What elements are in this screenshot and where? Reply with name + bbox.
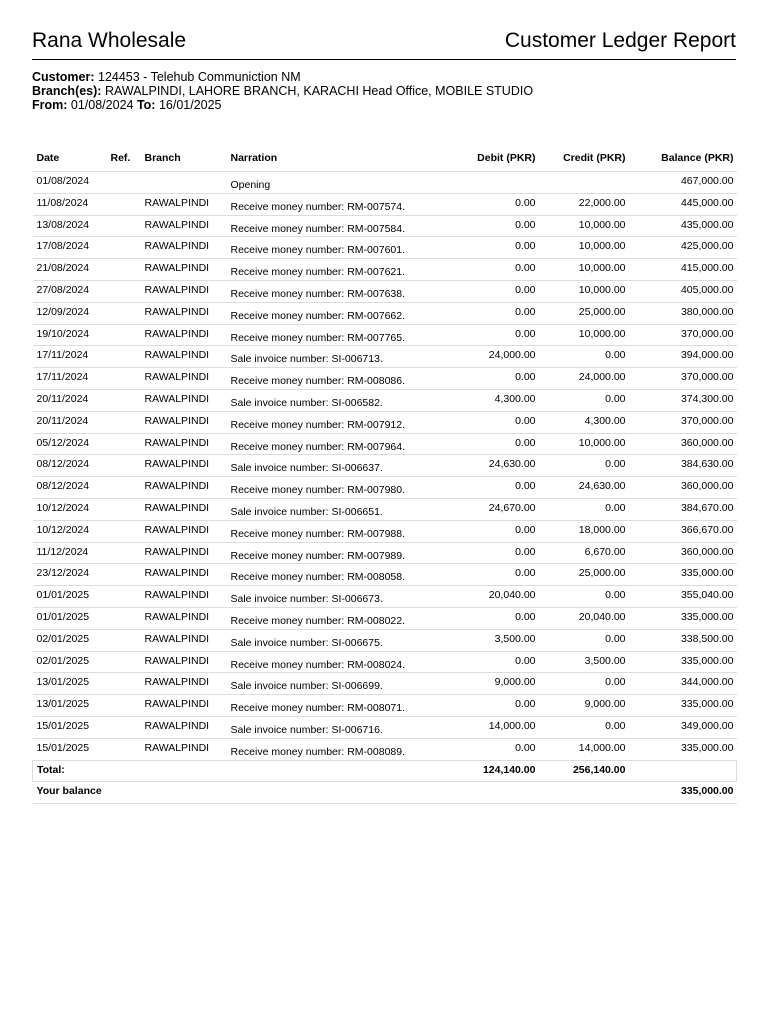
cell-credit: 10,000.00 bbox=[539, 237, 629, 259]
table-row bbox=[33, 477, 737, 499]
cell-narration: Opening bbox=[227, 172, 437, 194]
from-value: 01/08/2024 bbox=[70, 98, 134, 112]
cell-credit: 4,300.00 bbox=[539, 411, 629, 433]
table-row bbox=[33, 346, 737, 368]
table-row bbox=[33, 716, 737, 738]
cell-branch: RAWALPINDI bbox=[141, 433, 227, 455]
table-row bbox=[33, 651, 737, 673]
cell-branch: RAWALPINDI bbox=[141, 411, 227, 433]
branches-value: RAWALPINDI, LAHORE BRANCH, KARACHI Head Office, MOBILE STUDIO bbox=[104, 84, 534, 98]
table-row bbox=[33, 738, 737, 760]
cell-credit: 3,500.00 bbox=[539, 651, 629, 673]
cell-ref bbox=[107, 738, 141, 760]
cell-ref bbox=[107, 586, 141, 608]
cell-branch bbox=[141, 172, 227, 194]
cell-debit: 0.00 bbox=[437, 477, 539, 499]
balance-row bbox=[33, 782, 737, 804]
cell-debit: 0.00 bbox=[437, 607, 539, 629]
cell-narration: Sale invoice number: SI-006582. bbox=[227, 389, 437, 411]
cell-debit: 0.00 bbox=[437, 542, 539, 564]
cell-credit: 24,000.00 bbox=[539, 368, 629, 390]
cell-balance: 380,000.00 bbox=[629, 302, 737, 324]
cell-branch: RAWALPINDI bbox=[141, 607, 227, 629]
ledger-body bbox=[33, 172, 737, 761]
cell-ref bbox=[107, 280, 141, 302]
cell-balance: 335,000.00 bbox=[629, 564, 737, 586]
cell-narration: Sale invoice number: SI-006675. bbox=[227, 629, 437, 651]
total-label: Total: bbox=[33, 760, 107, 782]
total-debit: 124,140.00 bbox=[437, 760, 539, 782]
cell-credit: 20,040.00 bbox=[539, 607, 629, 629]
branches-line bbox=[32, 84, 736, 98]
cell-debit: 0.00 bbox=[437, 738, 539, 760]
cell-ref bbox=[107, 411, 141, 433]
table-row bbox=[33, 389, 737, 411]
customer-value: 124453 - Telehub Communiction NM bbox=[98, 70, 301, 84]
cell-branch: RAWALPINDI bbox=[141, 564, 227, 586]
cell-date: 17/11/2024 bbox=[33, 368, 107, 390]
cell-debit: 0.00 bbox=[437, 259, 539, 281]
cell-ref bbox=[107, 564, 141, 586]
cell-date: 01/01/2025 bbox=[33, 586, 107, 608]
cell-balance: 335,000.00 bbox=[629, 607, 737, 629]
cell-debit: 0.00 bbox=[437, 433, 539, 455]
cell-balance: 394,000.00 bbox=[629, 346, 737, 368]
cell-branch: RAWALPINDI bbox=[141, 324, 227, 346]
table-row bbox=[33, 498, 737, 520]
cell-balance: 445,000.00 bbox=[629, 193, 737, 215]
cell-narration: Receive money number: RM-007964. bbox=[227, 433, 437, 455]
cell-ref bbox=[107, 695, 141, 717]
cell-narration: Sale invoice number: SI-006651. bbox=[227, 498, 437, 520]
cell-narration: Sale invoice number: SI-006716. bbox=[227, 716, 437, 738]
cell-branch: RAWALPINDI bbox=[141, 520, 227, 542]
cell-credit: 9,000.00 bbox=[539, 695, 629, 717]
cell-balance: 335,000.00 bbox=[629, 738, 737, 760]
cell-branch: RAWALPINDI bbox=[141, 629, 227, 651]
cell-date: 02/01/2025 bbox=[33, 629, 107, 651]
cell-date: 08/12/2024 bbox=[33, 455, 107, 477]
cell-balance: 384,630.00 bbox=[629, 455, 737, 477]
cell-debit: 0.00 bbox=[437, 302, 539, 324]
cell-balance: 405,000.00 bbox=[629, 280, 737, 302]
cell-debit: 0.00 bbox=[437, 215, 539, 237]
cell-date: 13/01/2025 bbox=[33, 695, 107, 717]
cell-branch: RAWALPINDI bbox=[141, 346, 227, 368]
cell-date: 15/01/2025 bbox=[33, 738, 107, 760]
cell-balance: 435,000.00 bbox=[629, 215, 737, 237]
cell-branch: RAWALPINDI bbox=[141, 695, 227, 717]
cell-date: 20/11/2024 bbox=[33, 389, 107, 411]
ledger-table bbox=[32, 147, 737, 804]
cell-debit bbox=[437, 172, 539, 194]
table-row bbox=[33, 586, 737, 608]
cell-debit: 20,040.00 bbox=[437, 586, 539, 608]
date-range-line bbox=[32, 98, 736, 112]
table-header-row bbox=[33, 147, 737, 172]
cell-ref bbox=[107, 455, 141, 477]
cell-branch: RAWALPINDI bbox=[141, 673, 227, 695]
cell-branch: RAWALPINDI bbox=[141, 280, 227, 302]
cell-branch: RAWALPINDI bbox=[141, 237, 227, 259]
table-row bbox=[33, 215, 737, 237]
cell-narration: Sale invoice number: SI-006699. bbox=[227, 673, 437, 695]
cell-ref bbox=[107, 477, 141, 499]
cell-date: 11/08/2024 bbox=[33, 193, 107, 215]
cell-date: 17/11/2024 bbox=[33, 346, 107, 368]
cell-date: 02/01/2025 bbox=[33, 651, 107, 673]
cell-credit: 10,000.00 bbox=[539, 259, 629, 281]
to-value: 16/01/2025 bbox=[158, 98, 222, 112]
company-name: Rana Wholesale bbox=[32, 29, 187, 52]
cell-ref bbox=[107, 651, 141, 673]
cell-ref bbox=[107, 498, 141, 520]
cell-balance: 467,000.00 bbox=[629, 172, 737, 194]
cell-balance: 344,000.00 bbox=[629, 673, 737, 695]
cell-debit: 0.00 bbox=[437, 237, 539, 259]
total-row bbox=[33, 760, 737, 782]
cell-credit: 0.00 bbox=[539, 629, 629, 651]
table-row bbox=[33, 172, 737, 194]
cell-ref bbox=[107, 542, 141, 564]
cell-balance: 425,000.00 bbox=[629, 237, 737, 259]
cell-branch: RAWALPINDI bbox=[141, 477, 227, 499]
cell-balance: 349,000.00 bbox=[629, 716, 737, 738]
cell-date: 15/01/2025 bbox=[33, 716, 107, 738]
cell-ref bbox=[107, 302, 141, 324]
cell-branch: RAWALPINDI bbox=[141, 542, 227, 564]
total-credit: 256,140.00 bbox=[539, 760, 629, 782]
cell-date: 10/12/2024 bbox=[33, 498, 107, 520]
branches-label: Branch(es): bbox=[32, 84, 102, 98]
cell-date: 23/12/2024 bbox=[33, 564, 107, 586]
table-row bbox=[33, 237, 737, 259]
cell-ref bbox=[107, 368, 141, 390]
cell-branch: RAWALPINDI bbox=[141, 498, 227, 520]
cell-debit: 24,000.00 bbox=[437, 346, 539, 368]
cell-credit: 0.00 bbox=[539, 498, 629, 520]
cell-date: 21/08/2024 bbox=[33, 259, 107, 281]
cell-balance: 338,500.00 bbox=[629, 629, 737, 651]
cell-balance: 374,300.00 bbox=[629, 389, 737, 411]
cell-credit: 22,000.00 bbox=[539, 193, 629, 215]
cell-credit: 0.00 bbox=[539, 389, 629, 411]
cell-branch: RAWALPINDI bbox=[141, 259, 227, 281]
column-header-branch: Branch bbox=[141, 147, 227, 172]
cell-credit: 0.00 bbox=[539, 346, 629, 368]
cell-debit: 0.00 bbox=[437, 368, 539, 390]
cell-debit: 0.00 bbox=[437, 520, 539, 542]
cell-branch: RAWALPINDI bbox=[141, 368, 227, 390]
cell-credit: 25,000.00 bbox=[539, 302, 629, 324]
cell-branch: RAWALPINDI bbox=[141, 302, 227, 324]
cell-branch: RAWALPINDI bbox=[141, 215, 227, 237]
cell-narration: Receive money number: RM-007988. bbox=[227, 520, 437, 542]
cell-date: 13/08/2024 bbox=[33, 215, 107, 237]
cell-branch: RAWALPINDI bbox=[141, 389, 227, 411]
cell-date: 05/12/2024 bbox=[33, 433, 107, 455]
cell-balance: 370,000.00 bbox=[629, 411, 737, 433]
cell-date: 13/01/2025 bbox=[33, 673, 107, 695]
cell-ref bbox=[107, 324, 141, 346]
column-header-narration: Narration bbox=[227, 147, 437, 172]
cell-credit: 25,000.00 bbox=[539, 564, 629, 586]
cell-date: 11/12/2024 bbox=[33, 542, 107, 564]
cell-ref bbox=[107, 346, 141, 368]
cell-debit: 0.00 bbox=[437, 324, 539, 346]
cell-narration: Receive money number: RM-007980. bbox=[227, 477, 437, 499]
cell-branch: RAWALPINDI bbox=[141, 455, 227, 477]
cell-narration: Sale invoice number: SI-006637. bbox=[227, 455, 437, 477]
cell-date: 01/08/2024 bbox=[33, 172, 107, 194]
cell-debit: 24,670.00 bbox=[437, 498, 539, 520]
cell-date: 19/10/2024 bbox=[33, 324, 107, 346]
cell-credit: 6,670.00 bbox=[539, 542, 629, 564]
customer-line bbox=[32, 70, 736, 84]
cell-balance: 335,000.00 bbox=[629, 651, 737, 673]
cell-debit: 0.00 bbox=[437, 651, 539, 673]
cell-branch: RAWALPINDI bbox=[141, 651, 227, 673]
cell-narration: Receive money number: RM-007574. bbox=[227, 193, 437, 215]
table-row bbox=[33, 542, 737, 564]
cell-ref bbox=[107, 716, 141, 738]
cell-ref bbox=[107, 215, 141, 237]
cell-credit: 10,000.00 bbox=[539, 324, 629, 346]
cell-narration: Receive money number: RM-008058. bbox=[227, 564, 437, 586]
from-label: From: bbox=[32, 98, 68, 112]
cell-debit: 0.00 bbox=[437, 411, 539, 433]
cell-narration: Receive money number: RM-008089. bbox=[227, 738, 437, 760]
column-header-debit: Debit (PKR) bbox=[437, 147, 539, 172]
cell-ref bbox=[107, 629, 141, 651]
cell-narration: Receive money number: RM-008024. bbox=[227, 651, 437, 673]
cell-balance: 370,000.00 bbox=[629, 324, 737, 346]
cell-narration: Receive money number: RM-007989. bbox=[227, 542, 437, 564]
cell-debit: 0.00 bbox=[437, 280, 539, 302]
cell-credit: 24,630.00 bbox=[539, 477, 629, 499]
cell-ref bbox=[107, 172, 141, 194]
column-header-credit: Credit (PKR) bbox=[539, 147, 629, 172]
balance-label: Your balance bbox=[33, 782, 141, 804]
column-header-ref: Ref. bbox=[107, 147, 141, 172]
cell-ref bbox=[107, 237, 141, 259]
report-header bbox=[32, 0, 736, 60]
cell-balance: 335,000.00 bbox=[629, 695, 737, 717]
cell-debit: 0.00 bbox=[437, 695, 539, 717]
cell-date: 01/01/2025 bbox=[33, 607, 107, 629]
cell-narration: Receive money number: RM-007621. bbox=[227, 259, 437, 281]
cell-credit: 0.00 bbox=[539, 716, 629, 738]
customer-label: Customer: bbox=[32, 70, 95, 84]
report-title: Customer Ledger Report bbox=[504, 29, 736, 52]
to-label: To: bbox=[136, 98, 156, 112]
cell-balance: 370,000.00 bbox=[629, 368, 737, 390]
cell-credit: 10,000.00 bbox=[539, 215, 629, 237]
cell-credit: 18,000.00 bbox=[539, 520, 629, 542]
cell-credit bbox=[539, 172, 629, 194]
cell-credit: 10,000.00 bbox=[539, 433, 629, 455]
cell-balance: 355,040.00 bbox=[629, 586, 737, 608]
cell-narration: Receive money number: RM-007662. bbox=[227, 302, 437, 324]
table-row bbox=[33, 324, 737, 346]
cell-ref bbox=[107, 433, 141, 455]
report-meta bbox=[32, 70, 736, 112]
column-header-balance: Balance (PKR) bbox=[629, 147, 737, 172]
cell-narration: Receive money number: RM-008071. bbox=[227, 695, 437, 717]
cell-credit: 14,000.00 bbox=[539, 738, 629, 760]
cell-branch: RAWALPINDI bbox=[141, 586, 227, 608]
cell-ref bbox=[107, 607, 141, 629]
cell-narration: Sale invoice number: SI-006673. bbox=[227, 586, 437, 608]
cell-date: 10/12/2024 bbox=[33, 520, 107, 542]
cell-balance: 415,000.00 bbox=[629, 259, 737, 281]
cell-narration: Receive money number: RM-007584. bbox=[227, 215, 437, 237]
table-row bbox=[33, 607, 737, 629]
cell-balance: 384,670.00 bbox=[629, 498, 737, 520]
cell-debit: 4,300.00 bbox=[437, 389, 539, 411]
table-row bbox=[33, 259, 737, 281]
cell-narration: Receive money number: RM-007912. bbox=[227, 411, 437, 433]
cell-debit: 14,000.00 bbox=[437, 716, 539, 738]
cell-narration: Sale invoice number: SI-006713. bbox=[227, 346, 437, 368]
cell-date: 17/08/2024 bbox=[33, 237, 107, 259]
table-row bbox=[33, 193, 737, 215]
table-row bbox=[33, 368, 737, 390]
ledger-report-page bbox=[32, 0, 736, 804]
cell-narration: Receive money number: RM-008022. bbox=[227, 607, 437, 629]
table-row bbox=[33, 695, 737, 717]
cell-credit: 10,000.00 bbox=[539, 280, 629, 302]
table-row bbox=[33, 564, 737, 586]
table-row bbox=[33, 433, 737, 455]
cell-balance: 360,000.00 bbox=[629, 433, 737, 455]
cell-date: 08/12/2024 bbox=[33, 477, 107, 499]
cell-debit: 0.00 bbox=[437, 193, 539, 215]
cell-ref bbox=[107, 259, 141, 281]
cell-ref bbox=[107, 673, 141, 695]
table-row bbox=[33, 302, 737, 324]
table-row bbox=[33, 520, 737, 542]
cell-debit: 24,630.00 bbox=[437, 455, 539, 477]
cell-branch: RAWALPINDI bbox=[141, 193, 227, 215]
cell-ref bbox=[107, 520, 141, 542]
cell-branch: RAWALPINDI bbox=[141, 716, 227, 738]
cell-narration: Receive money number: RM-008086. bbox=[227, 368, 437, 390]
cell-debit: 0.00 bbox=[437, 564, 539, 586]
table-row bbox=[33, 280, 737, 302]
column-header-date: Date bbox=[33, 147, 107, 172]
cell-ref bbox=[107, 193, 141, 215]
cell-narration: Receive money number: RM-007601. bbox=[227, 237, 437, 259]
table-row bbox=[33, 629, 737, 651]
cell-date: 27/08/2024 bbox=[33, 280, 107, 302]
cell-credit: 0.00 bbox=[539, 586, 629, 608]
cell-debit: 3,500.00 bbox=[437, 629, 539, 651]
cell-balance: 366,670.00 bbox=[629, 520, 737, 542]
table-row bbox=[33, 411, 737, 433]
cell-branch: RAWALPINDI bbox=[141, 738, 227, 760]
cell-balance: 360,000.00 bbox=[629, 477, 737, 499]
cell-ref bbox=[107, 389, 141, 411]
cell-narration: Receive money number: RM-007765. bbox=[227, 324, 437, 346]
balance-value: 335,000.00 bbox=[629, 782, 737, 804]
cell-date: 20/11/2024 bbox=[33, 411, 107, 433]
cell-balance: 360,000.00 bbox=[629, 542, 737, 564]
cell-date: 12/09/2024 bbox=[33, 302, 107, 324]
table-row bbox=[33, 455, 737, 477]
table-row bbox=[33, 673, 737, 695]
cell-narration: Receive money number: RM-007638. bbox=[227, 280, 437, 302]
cell-debit: 9,000.00 bbox=[437, 673, 539, 695]
cell-credit: 0.00 bbox=[539, 455, 629, 477]
cell-credit: 0.00 bbox=[539, 673, 629, 695]
